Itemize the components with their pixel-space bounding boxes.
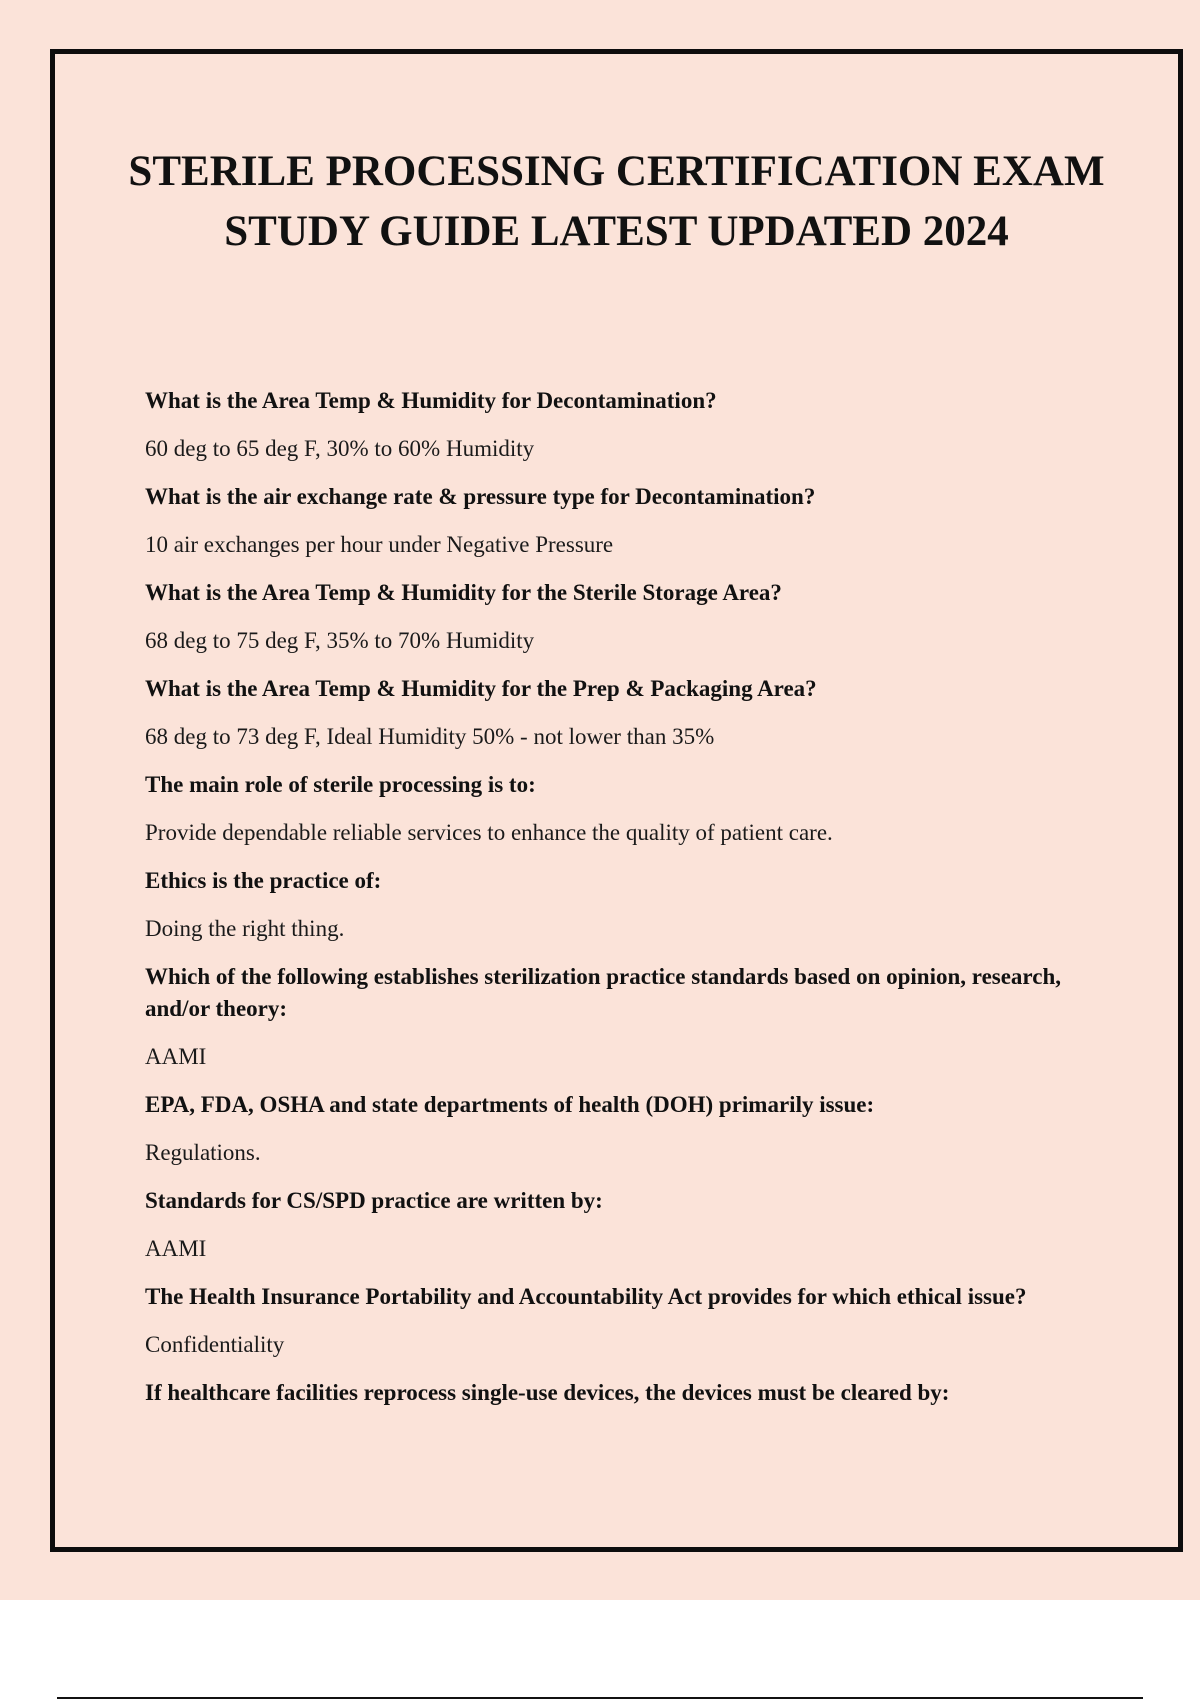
question-text: The main role of sterile processing is to:: [145, 772, 536, 797]
question-text: EPA, FDA, OSHA and state departments of health (DOH) primarily issue:: [145, 1092, 875, 1117]
question-text: What is the Area Temp & Humidity for Decontamination?: [145, 388, 717, 413]
answer-text: Provide dependable reliable services to enhance the quality of patient care.: [145, 820, 833, 845]
answer-text: Regulations.: [145, 1140, 261, 1165]
answer-text: Doing the right thing.: [145, 916, 345, 941]
answer-text: Confidentiality: [145, 1332, 285, 1357]
footer-divider: [57, 1697, 1143, 1699]
qa-item: [145, 769, 1085, 865]
qa-item: [145, 673, 1085, 769]
answer-text: 60 deg to 65 deg F, 30% to 60% Humidity: [145, 436, 535, 461]
question-text: Standards for CS/SPD practice are written by:: [145, 1188, 603, 1213]
qa-item: [145, 1089, 1085, 1185]
answer-text: 68 deg to 75 deg F, 35% to 70% Humidity: [145, 628, 535, 653]
qa-item: [145, 1377, 1085, 1425]
document-title: STERILE PROCESSING CERTIFICATION EXAM STUDY GUIDE LATEST UPDATED 2024: [128, 148, 1105, 255]
qa-item: [145, 481, 1085, 577]
qa-item: [145, 577, 1085, 673]
qa-item: [145, 961, 1085, 1089]
question-text: Ethics is the practice of:: [145, 868, 382, 893]
question-text: What is the Area Temp & Humidity for the Sterile Storage Area?: [145, 580, 782, 605]
question-text: What is the air exchange rate & pressure type for Decontamination?: [145, 484, 816, 509]
answer-text: 68 deg to 73 deg F, Ideal Humidity 50% - not lower than 35%: [145, 724, 715, 749]
qa-item: [145, 865, 1085, 961]
answer-text: AAMI: [145, 1236, 207, 1261]
question-text: Which of the following establishes sterilization practice standards based on opinion, research, and/or theory:: [145, 964, 1061, 1021]
qa-item: [145, 1185, 1085, 1281]
question-text: If healthcare facilities reprocess single-use devices, the devices must be cleared by:: [145, 1380, 950, 1405]
question-text: The Health Insurance Portability and Accountability Act provides for which ethical issue?: [145, 1284, 1027, 1309]
qa-item: [145, 385, 1085, 481]
question-text: What is the Area Temp & Humidity for the Prep & Packaging Area?: [145, 676, 817, 701]
answer-text: 10 air exchanges per hour under Negative Pressure: [145, 532, 614, 557]
qa-item: [145, 1281, 1085, 1377]
answer-text: AAMI: [145, 1044, 207, 1069]
qa-list: [145, 385, 1085, 1425]
